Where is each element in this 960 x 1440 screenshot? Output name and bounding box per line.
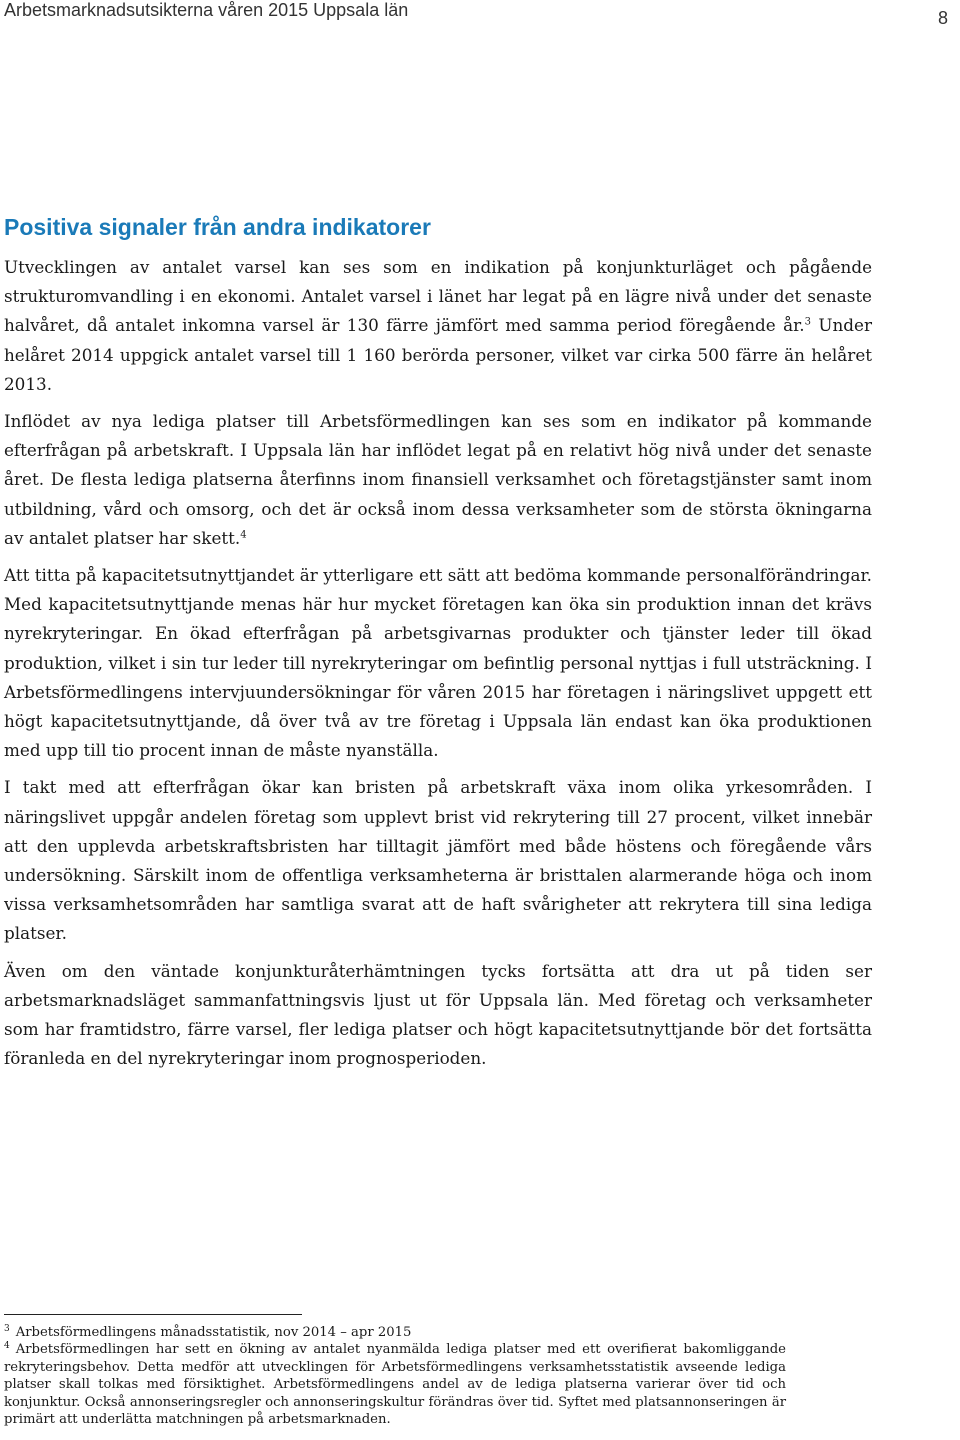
footnote-4 [4, 1341, 786, 1428]
document-title: Arbetsmarknadsutsikterna våren 2015 Uppsala län [4, 0, 409, 20]
footnote-3 [4, 1324, 786, 1341]
body-text [4, 253, 872, 1081]
page-number: 8 [937, 8, 948, 28]
footnotes [4, 1324, 786, 1428]
paragraph-varsel-text-b: Under helåret 2014 uppgick antalet varsel till 1 160 berörda personer, vilket var cirka 500 färre än helåret 2013. [4, 315, 872, 394]
footnote-divider [4, 1314, 302, 1315]
footnote-mark: 4 [4, 1341, 10, 1352]
paragraph-brist: I takt med att efterfrågan ökar kan bristen på arbetskraft växa inom olika yrkesområden. I näringslivet uppgår andelen företag som upplevt brist vid rekrytering till 27 procent, vilket innebär att den upplevda arbetskraftsbristen har tilltagit jämfört med både höstens och föregående vårs undersökning. Särskilt inom de offentliga verksamheterna är bristtalen alarmerande höga och inom vissa verksamhetsområden har samtliga svarat att de haft svårigheter att rekrytera till sina lediga platser. [4, 777, 872, 944]
paragraph-lediga-platser-text: Inflödet av nya lediga platser till Arbetsförmedlingen kan ses som en indikator på kommande efterfrågan på arbetskraft. I Uppsala län har inflödet legat på en relativt hög nivå under det senaste året. De flesta lediga platserna återfinns inom finansiell verksamhet och företagstjänster samt inom utbildning, vård och omsorg, och det är också inom dessa verksamheter som de största ökningarna av antalet platser har skett. [4, 411, 872, 548]
footnote-text: Arbetsförmedlingens månadsstatistik, nov 2014 – apr 2015 [15, 1325, 412, 1340]
paragraph-varsel [4, 253, 872, 399]
section-heading: Positiva signaler från andra indikatorer [4, 214, 431, 240]
paragraph-lediga-platser [4, 407, 872, 553]
footnote-ref-3[interactable]: 3 [804, 316, 811, 328]
page-header [4, 0, 948, 26]
paragraph-varsel-text-a: Utvecklingen av antalet varsel kan ses som en indikation på konjunkturläget och pågående strukturomvandling i en ekonomi. Antalet varsel i länet har legat på en lägre nivå under det senaste halvåret, då antalet inkomna varsel är 130 färre jämfört med samma period föregående år. [4, 257, 872, 336]
footnote-text: Arbetsförmedlingen har sett en ökning av antalet nyanmälda lediga platser med ett overifierat bakomliggande rekryteringsbehov. Detta medför att utvecklingen för Arbetsförmedlingens verksamhetsstatistik avseende lediga platser skall tolkas med försiktighet. Arbetsförmedlingens andel av de lediga platserna varierar över tid och konjunktur. Också annonseringsregler och annonseringskultur förändras över tid. Syftet med platsannonseringen är primärt att underlätta matchningen på arbetsmarknaden. [4, 1342, 786, 1428]
paragraph-sammanfattning: Även om den väntade konjunkturåterhämtningen tycks fortsätta att dra ut på tiden ser arbetsmarknadsläget sammanfattningsvis ljust ut för Uppsala län. Med företag och verksamheter som har framtidstro, färre varsel, fler lediga platser och högt kapacitetsutnyttjande bör det fortsätta föranleda en del nyrekryteringar inom prognosperioden. [4, 960, 872, 1069]
paragraph-kapacitet: Att titta på kapacitetsutnyttjandet är ytterligare ett sätt att bedöma kommande personalförändringar. Med kapacitetsutnyttjande menas här hur mycket företagen kan öka sin produktion innan det krävs nyrekryteringar. En ökad efterfrågan på arbetsgivarnas produkter och tjänster leder till ökad produktion, vilket i sin tur leder till nyrekryteringar om befintlig personal nyttjas i full utsträckning. I Arbetsförmedlingens intervjuundersökningar för våren 2015 har företagen i näringslivet uppgett ett högt kapacitetsutnyttjande, då över två av tre företag i Uppsala län endast kan öka produktionen med upp till tio procent innan de måste nyanställa. [4, 565, 872, 761]
footnote-mark: 3 [4, 1323, 10, 1334]
footnote-ref-4[interactable]: 4 [240, 529, 247, 541]
